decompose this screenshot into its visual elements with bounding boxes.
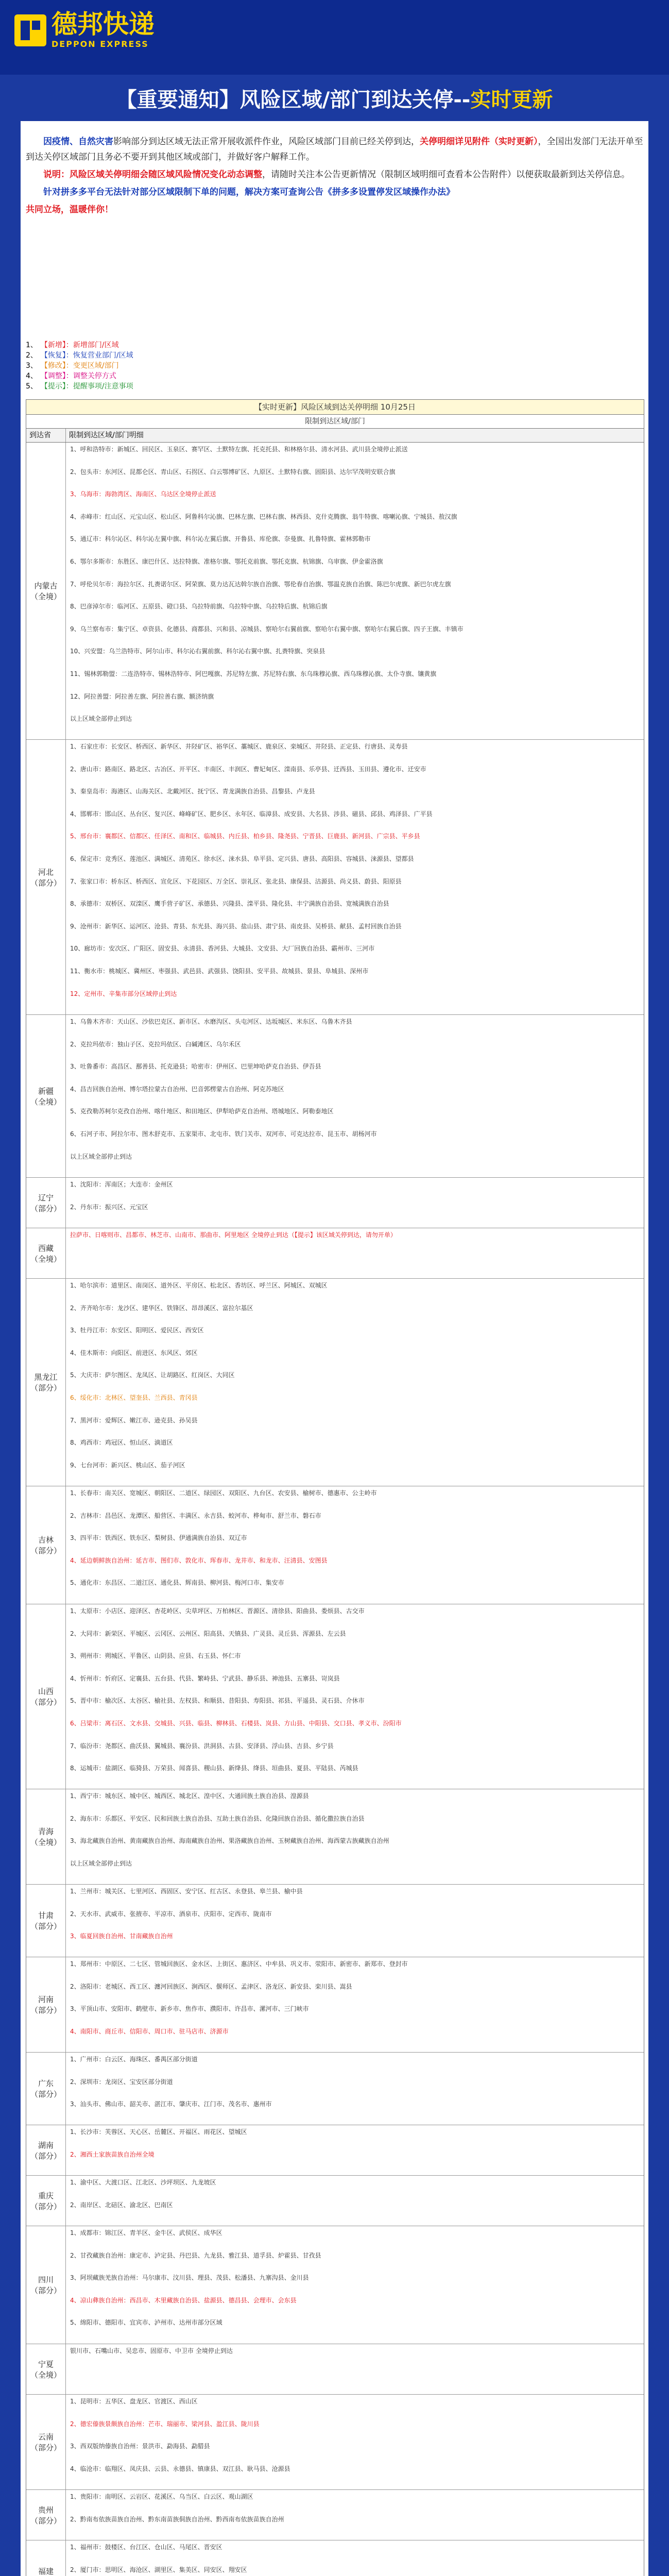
table-row bbox=[26, 1228, 644, 1279]
table-body bbox=[26, 443, 644, 2576]
detail-line: 5、绵阳市、德阳市、宜宾市、泸州市、达州市部分区域 bbox=[70, 2319, 222, 2327]
detail-line: 3、牡丹江市：东安区、阳明区、爱民区、西安区 bbox=[70, 1327, 204, 1334]
detail-line: 5、通辽市：科尔沁区、科尔沁左翼中旗、科尔沁左翼后旗、开鲁县、库伦旗、奈曼旗、扎鲁特旗、霍林郭勒市 bbox=[70, 535, 371, 543]
restriction-detail bbox=[66, 1178, 644, 1228]
brand-logo-icon bbox=[14, 14, 46, 46]
intro-p1-d: ，全国出发部门无法开单至到达关停区域部门且务必不要开到其他区域或部门，并做好客户解释工作。 bbox=[26, 137, 643, 162]
intro-paragraph-3: 针对拼多多平台无法针对部分区域限制下单的问题，解决方案可查询公告《拼多多设置停发区域操作办法》 bbox=[43, 187, 455, 197]
table-header bbox=[26, 429, 644, 443]
detail-line: 1、乌鲁木齐市：天山区、沙依巴克区、新市区、水磨沟区、头屯河区、达坂城区、米东区、乌鲁木齐县 bbox=[70, 1018, 352, 1025]
detail-line: 8、运城市：盐湖区、临猗县、万荣县、闻喜县、稷山县、新绛县、绛县、垣曲县、夏县、平陆县、芮城县 bbox=[70, 1765, 358, 1772]
legend-item bbox=[26, 340, 335, 350]
detail-line: 1、石家庄市：长安区、桥西区、新华区、井陉矿区、裕华区、藁城区、鹿泉区、栾城区、井陉县、正定县、行唐县、灵寿县 bbox=[70, 743, 408, 750]
restriction-detail bbox=[66, 1957, 644, 2052]
brand-name-en: DEPPON EXPRESS bbox=[52, 39, 149, 49]
restriction-detail bbox=[66, 2053, 644, 2125]
detail-line: 2、南岸区、北碚区、渝北区、巴南区 bbox=[70, 2201, 173, 2209]
restriction-detail bbox=[66, 2226, 644, 2344]
detail-line: 4、佳木斯市：向阳区、前进区、东风区、郊区 bbox=[70, 1349, 198, 1357]
intro-paragraph-4: 共同立场，温暖伴你！ bbox=[26, 205, 113, 215]
legend-num: 4、 bbox=[26, 372, 38, 380]
detail-line: 银川市、石嘴山市、吴忠市、固原市、中卫市 全境停止到达 bbox=[70, 2347, 233, 2354]
province-label: 重庆 （部分） bbox=[26, 2176, 66, 2226]
detail-line: 1、广州市：白云区、海珠区、番禺区部分街道 bbox=[70, 2056, 198, 2063]
table-title: 【实时更新】风险区域到达关停明细 10月25日 bbox=[26, 400, 644, 415]
table-row bbox=[26, 1885, 644, 1957]
detail-line: 2、洛阳市：老城区、西工区、瀍河回族区、涧西区、偃师区、孟津区、洛龙区、新安县、栾川县、嵩县 bbox=[70, 1982, 352, 1990]
intro-p2-b: ，请随时关注本公告更新情况（限制区域明细可查看本公告附件）以便获取最新到达关停信息。 bbox=[262, 170, 630, 180]
detail-line: 1、哈尔滨市：道里区、南岗区、道外区、平房区、松北区、香坊区、呼兰区、阿城区、双城区 bbox=[70, 1282, 328, 1289]
table-row bbox=[26, 1178, 644, 1228]
detail-line: 4、临沧市：临翔区、凤庆县、云县、永德县、镇康县、双江县、耿马县、沧源县 bbox=[70, 2465, 290, 2472]
detail-line: 2、厦门市：思明区、海沧区、湖里区、集美区、同安区、翔安区 bbox=[70, 2566, 247, 2573]
detail-line: 12、定州市、辛集市部分区域停止到达 bbox=[70, 990, 177, 997]
detail-line: 1、昆明市：五华区、盘龙区、官渡区、西山区 bbox=[70, 2398, 198, 2405]
detail-line: 2、黔南布依族苗族自治州、黔东南苗族侗族自治州、黔西南布依族苗族自治州 bbox=[70, 2515, 284, 2523]
table-row bbox=[26, 1015, 644, 1178]
province-label: 四川 （部分） bbox=[26, 2226, 66, 2344]
restriction-detail bbox=[66, 2344, 644, 2394]
province-label: 河北 （部分） bbox=[26, 740, 66, 1014]
intro-text bbox=[26, 134, 643, 219]
restriction-detail bbox=[66, 1789, 644, 1884]
province-label: 福建 bbox=[26, 2540, 66, 2576]
restriction-detail bbox=[66, 1015, 644, 1177]
detail-line: 1、渝中区、大渡口区、江北区、沙坪坝区、九龙坡区 bbox=[70, 2179, 216, 2186]
restriction-detail bbox=[66, 2540, 644, 2576]
legend-item bbox=[26, 381, 335, 392]
detail-line: 9、七台河市：新兴区、桃山区、茄子河区 bbox=[70, 1461, 185, 1469]
table-row bbox=[26, 2490, 644, 2540]
legend-num: 3、 bbox=[26, 362, 38, 370]
detail-line: 10、廊坊市：安次区、广阳区、固安县、永清县、香河县、大城县、文安县、大厂回族自治县、霸州市、三河市 bbox=[70, 945, 375, 953]
detail-line: 5、邢台市：襄都区、信都区、任泽区、南和区、临城县、内丘县、柏乡县、隆尧县、宁晋县、巨鹿县、新河县、广宗县、平乡县 bbox=[70, 833, 420, 840]
legend-label: 【提示】：提醒事项/注意事项 bbox=[40, 382, 133, 391]
table-row bbox=[26, 2125, 644, 2176]
detail-line: 2、克拉玛依市：独山子区、克拉玛依区、白碱滩区、乌尔禾区 bbox=[70, 1040, 241, 1048]
province-label: 内蒙古 （全境） bbox=[26, 443, 66, 739]
province-label: 云南 （部分） bbox=[26, 2395, 66, 2489]
restriction-detail bbox=[66, 1279, 644, 1486]
brand-name-cn: 德邦快递 bbox=[52, 9, 155, 39]
intro-paragraph-1 bbox=[26, 134, 643, 165]
detail-line: 1、兰州市：城关区、七里河区、西固区、安宁区、红古区、永登县、皋兰县、榆中县 bbox=[70, 1888, 303, 1895]
detail-line: 2、深圳市：龙岗区、宝安区部分街道 bbox=[70, 2078, 173, 2086]
restriction-detail bbox=[66, 1885, 644, 1957]
detail-line: 2、德宏傣族景颇族自治州：芒市、瑞丽市、梁河县、盈江县、陇川县 bbox=[70, 2420, 260, 2428]
title-prefix: 【重要通知】风险区域/部门到达关停-- bbox=[116, 88, 471, 112]
detail-line: 9、沧州市：新华区、运河区、沧县、青县、东光县、海兴县、盐山县、肃宁县、南皮县、吴桥县、献县、孟村回族自治县 bbox=[70, 922, 402, 930]
detail-line: 2、唐山市：路南区、路北区、古冶区、开平区、丰南区、丰润区、曹妃甸区、滦南县、乐亭县、迁西县、玉田县、遵化市、迁安市 bbox=[70, 765, 426, 773]
detail-line: 以上区域全部停止到达 bbox=[70, 1859, 132, 1867]
detail-line: 2、包头市：东河区、昆都仑区、青山区、石拐区、白云鄂博矿区、九原区、土默特右旗、固阳县、达尔罕茂明安联合旗 bbox=[70, 468, 396, 476]
table-row bbox=[26, 1486, 644, 1604]
detail-line: 3、秦皇岛市：海港区、山海关区、北戴河区、抚宁区、青龙满族自治县、昌黎县、卢龙县 bbox=[70, 788, 315, 795]
detail-line: 12、阿拉善盟：阿拉善左旗、阿拉善右旗、额济纳旗 bbox=[70, 692, 214, 700]
legend-item bbox=[26, 361, 335, 371]
detail-line: 11、锡林郭勒盟：二连浩特市、锡林浩特市、阿巴嘎旗、苏尼特左旗、苏尼特右旗、东乌珠穆沁旗、西乌珠穆沁旗、太仆寺旗、镶黄旗 bbox=[70, 670, 437, 677]
detail-line: 7、张家口市：桥东区、桥西区、宣化区、下花园区、万全区、崇礼区、张北县、康保县、沽源县、尚义县、蔚县、阳原县 bbox=[70, 877, 402, 885]
detail-line: 10、兴安盟：乌兰浩特市、阿尔山市、科尔沁右翼前旗、科尔沁右翼中旗、扎赉特旗、突泉县 bbox=[70, 648, 325, 655]
detail-line: 3、吐鲁番市：高昌区、鄯善县、托克逊县；哈密市：伊州区、巴里坤哈萨克自治县、伊吾县 bbox=[70, 1063, 321, 1071]
detail-line: 3、平顶山市、安阳市、鹤壁市、新乡市、焦作市、濮阳市、许昌市、漯河市、三门峡市 bbox=[70, 2005, 309, 2013]
detail-line: 3、朔州市：朔城区、平鲁区、山阴县、应县、右玉县、怀仁市 bbox=[70, 1652, 241, 1660]
detail-line: 1、贵阳市：南明区、云岩区、花溪区、乌当区、白云区、观山湖区 bbox=[70, 2493, 253, 2500]
table-row bbox=[26, 2540, 644, 2576]
detail-line: 4、邯郸市：邯山区、丛台区、复兴区、峰峰矿区、肥乡区、永年区、临漳县、成安县、大名县、涉县、磁县、邱县、鸡泽县、广平县 bbox=[70, 810, 433, 818]
legend-label: 【新增】：新增部门/区域 bbox=[40, 341, 119, 349]
detail-line: 以上区域全部停止到达 bbox=[70, 1153, 132, 1160]
intro-p2-a: 说明：风险区域关停明细会随区域风险情况变化动态调整 bbox=[43, 170, 262, 180]
province-label: 辽宁 （部分） bbox=[26, 1178, 66, 1228]
province-label: 甘肃 （部分） bbox=[26, 1885, 66, 1957]
restriction-detail bbox=[66, 1604, 644, 1789]
detail-line: 1、呼和浩特市：新城区、回民区、玉泉区、赛罕区、土默特左旗、托克托县、和林格尔县、清水河县、武川县全境停止派送 bbox=[70, 446, 408, 453]
detail-line: 3、乌海市：海勃湾区、海南区、乌达区全境停止派送 bbox=[70, 490, 216, 498]
detail-line: 2、丹东市：振兴区、元宝区 bbox=[70, 1203, 148, 1211]
detail-line: 3、阿坝藏族羌族自治州：马尔康市、汶川县、理县、茂县、松潘县、九寨沟县、金川县 bbox=[70, 2274, 309, 2282]
page-title bbox=[0, 77, 669, 118]
table-row bbox=[26, 443, 644, 740]
detail-line: 6、保定市：竞秀区、莲池区、满城区、清苑区、徐水区、涞水县、阜平县、定兴县、唐县、高阳县、容城县、涞源县、望都县 bbox=[70, 855, 414, 862]
restriction-detail bbox=[66, 2176, 644, 2226]
detail-line: 1、郑州市：中原区、二七区、管城回族区、金水区、上街区、惠济区、中牟县、巩义市、荥阳市、新密市、新郑市、登封市 bbox=[70, 1960, 408, 1968]
detail-line: 8、承德市：双桥区、双滦区、鹰手营子矿区、承德县、兴隆县、滦平县、隆化县、丰宁满族自治县、宽城满族自治县 bbox=[70, 900, 389, 908]
legend-num: 2、 bbox=[26, 351, 38, 360]
detail-line: 6、绥化市：北林区、望奎县、兰西县、青冈县 bbox=[70, 1394, 198, 1401]
detail-line: 11、衡水市：桃城区、冀州区、枣强县、武邑县、武强县、饶阳县、安平县、故城县、景县、阜城县、深州市 bbox=[70, 967, 369, 975]
header-bar bbox=[0, 0, 669, 75]
province-label: 广东 （部分） bbox=[26, 2053, 66, 2125]
column-header-detail: 限制到达区域/部门明细 bbox=[69, 431, 144, 439]
province-label: 湖南 （部分） bbox=[26, 2125, 66, 2175]
restriction-detail bbox=[66, 2490, 644, 2540]
restriction-detail bbox=[66, 2125, 644, 2175]
intro-p1-b: 影响部分到达区域无法正常开展收派件作业，风险区域部门目前已经关停到达， bbox=[113, 137, 420, 147]
restriction-detail bbox=[66, 1228, 644, 1278]
detail-line: 2、湘西土家族苗族自治州全境 bbox=[70, 2150, 155, 2158]
detail-line: 3、汕头市、佛山市、韶关市、湛江市、肇庆市、江门市、茂名市、惠州市 bbox=[70, 2100, 272, 2108]
detail-line: 5、通化市：东昌区、二道江区、通化县、辉南县、柳河县、梅河口市、集安市 bbox=[70, 1579, 284, 1587]
table-subtitle: 限制到达区域/部门 bbox=[26, 415, 644, 429]
province-label: 吉林 （部分） bbox=[26, 1486, 66, 1604]
detail-line: 6、石河子市、阿拉尔市、图木舒克市、五家渠市、北屯市、铁门关市、双河市、可克达拉市、昆玉市、胡杨河市 bbox=[70, 1130, 377, 1138]
province-label: 新疆 （全境） bbox=[26, 1015, 66, 1177]
detail-line: 1、长沙市：芙蓉区、天心区、岳麓区、开福区、雨花区、望城区 bbox=[70, 2128, 247, 2136]
detail-line: 8、巴彦淖尔市：临河区、五原县、磴口县、乌拉特前旗、乌拉特中旗、乌拉特后旗、杭锦后旗 bbox=[70, 603, 328, 611]
intro-p1-c: 关停明细详见附件（实时更新） bbox=[420, 137, 538, 147]
intro-paragraph-2 bbox=[26, 167, 643, 182]
detail-line: 拉萨市、日喀则市、昌都市、林芝市、山南市、那曲市、阿里地区 全境停止到达（【提示】该区域关停到达，请勿开单） bbox=[70, 1231, 397, 1239]
detail-line: 4、延边朝鲜族自治州：延吉市、图们市、敦化市、珲春市、龙井市、和龙市、汪清县、安图县 bbox=[70, 1556, 328, 1564]
detail-line: 1、沈阳市：浑南区；大连市：金州区 bbox=[70, 1181, 173, 1188]
detail-line: 2、海东市：乐都区、平安区、民和回族土族自治县、互助土族自治县、化隆回族自治县、循化撒拉族自治县 bbox=[70, 1815, 365, 1822]
detail-line: 2、天水市、武威市、张掖市、平凉市、酒泉市、庆阳市、定西市、陇南市 bbox=[70, 1910, 272, 1918]
legend-item bbox=[26, 371, 335, 381]
province-label: 贵州 （部分） bbox=[26, 2490, 66, 2540]
detail-line: 5、大庆市：萨尔图区、龙凤区、让胡路区、红岗区、大同区 bbox=[70, 1371, 235, 1379]
detail-line: 1、福州市：鼓楼区、台江区、仓山区、马尾区、晋安区 bbox=[70, 2544, 222, 2551]
restriction-detail bbox=[66, 2395, 644, 2489]
province-label: 青海 （全境） bbox=[26, 1789, 66, 1884]
legend-item bbox=[26, 350, 335, 361]
table-row bbox=[26, 2344, 644, 2395]
legend-label: 【恢复】：恢复营业部门/区域 bbox=[40, 351, 133, 360]
detail-line: 7、呼伦贝尔市：海拉尔区、扎赉诺尔区、阿荣旗、莫力达瓦达斡尔族自治旗、鄂伦春自治旗、鄂温克族自治旗、陈巴尔虎旗、新巴尔虎左旗 bbox=[70, 580, 451, 588]
detail-line: 1、成都市：锦江区、青羊区、金牛区、武侯区、成华区 bbox=[70, 2229, 222, 2236]
detail-line: 4、南阳市、商丘市、信阳市、周口市、驻马店市、济源市 bbox=[70, 2027, 229, 2035]
restriction-detail bbox=[66, 1486, 644, 1604]
detail-line: 3、西双版纳傣族自治州：景洪市、勐海县、勐腊县 bbox=[70, 2443, 210, 2450]
province-label: 西藏 （全境） bbox=[26, 1228, 66, 1278]
intro-p1-a: 因疫情、自然灾害 bbox=[43, 137, 113, 147]
detail-line: 7、黑河市：爱辉区、嫩江市、逊克县、孙吴县 bbox=[70, 1416, 198, 1424]
legend-list bbox=[26, 340, 335, 392]
detail-line: 4、赤峰市：红山区、元宝山区、松山区、阿鲁科尔沁旗、巴林左旗、巴林右旗、林西县、克什克腾旗、翁牛特旗、喀喇沁旗、宁城县、敖汉旗 bbox=[70, 513, 457, 520]
table-row bbox=[26, 1279, 644, 1486]
detail-line: 5、晋中市：榆次区、太谷区、榆社县、左权县、和顺县、昔阳县、寿阳县、祁县、平遥县、灵石县、介休市 bbox=[70, 1697, 365, 1705]
detail-line: 9、乌兰察布市：集宁区、卓资县、化德县、商都县、兴和县、凉城县、察哈尔右翼前旗、察哈尔右翼中旗、察哈尔右翼后旗、四子王旗、丰镇市 bbox=[70, 625, 464, 633]
table-row bbox=[26, 2053, 644, 2125]
province-label: 河南 （部分） bbox=[26, 1957, 66, 2052]
detail-line: 2、甘孜藏族自治州：康定市、泸定县、丹巴县、九龙县、雅江县、道孚县、炉霍县、甘孜县 bbox=[70, 2251, 321, 2259]
table-row bbox=[26, 740, 644, 1015]
detail-line: 1、太原市：小店区、迎泽区、杏花岭区、尖草坪区、万柏林区、晋源区、清徐县、阳曲县、娄烦县、古交市 bbox=[70, 1607, 365, 1615]
detail-line: 8、鸡西市：鸡冠区、恒山区、滴道区 bbox=[70, 1439, 173, 1447]
legend-label: 【调整】：调整关停方式 bbox=[40, 372, 116, 380]
detail-line: 2、吉林市：昌邑区、龙潭区、船营区、丰满区、永吉县、蛟河市、桦甸市、舒兰市、磐石市 bbox=[70, 1512, 321, 1519]
legend-num: 5、 bbox=[26, 382, 38, 391]
column-header-province: 到达省 bbox=[26, 429, 66, 442]
detail-line: 3、海北藏族自治州、黄南藏族自治州、海南藏族自治州、果洛藏族自治州、玉树藏族自治州、海西蒙古族藏族自治州 bbox=[70, 1837, 389, 1845]
detail-line: 2、齐齐哈尔市：龙沙区、建华区、铁锋区、昂昂溪区、富拉尔基区 bbox=[70, 1304, 253, 1312]
brand-logo bbox=[14, 11, 155, 49]
detail-line: 1、长春市：南关区、宽城区、朝阳区、二道区、绿园区、双阳区、九台区、农安县、榆树市、德惠市、公主岭市 bbox=[70, 1489, 377, 1497]
province-label: 山西 （部分） bbox=[26, 1604, 66, 1789]
notice-card bbox=[21, 121, 648, 2576]
detail-line: 以上区域全部停止到达 bbox=[70, 715, 132, 723]
detail-line: 3、临夏回族自治州、甘南藏族自治州 bbox=[70, 1933, 173, 1940]
detail-line: 4、凉山彝族自治州：西昌市、木里藏族自治县、盐源县、德昌县、会理市、会东县 bbox=[70, 2296, 297, 2304]
detail-line: 5、克孜勒苏柯尔克孜自治州、喀什地区、和田地区、伊犁哈萨克自治州、塔城地区、阿勒泰地区 bbox=[70, 1108, 334, 1115]
detail-line: 4、昌吉回族自治州、博尔塔拉蒙古自治州、巴音郭楞蒙古自治州、阿克苏地区 bbox=[70, 1085, 284, 1093]
restriction-detail bbox=[66, 443, 644, 739]
table-row bbox=[26, 1604, 644, 1789]
table-row bbox=[26, 1789, 644, 1885]
detail-line: 6、吕梁市：离石区、文水县、交城县、兴县、临县、柳林县、石楼县、岚县、方山县、中阳县、交口县、孝义市、汾阳市 bbox=[70, 1719, 402, 1727]
restriction-detail bbox=[66, 740, 644, 1014]
table-row bbox=[26, 2226, 644, 2344]
title-highlight: 实时更新 bbox=[470, 88, 553, 112]
legend-num: 1、 bbox=[26, 341, 38, 349]
table-row bbox=[26, 2176, 644, 2226]
province-label: 黑龙江 （部分） bbox=[26, 1279, 66, 1486]
table-row bbox=[26, 1957, 644, 2053]
detail-line: 2、大同市：新荣区、平城区、云冈区、云州区、阳高县、天镇县、广灵县、灵丘县、浑源县、左云县 bbox=[70, 1630, 346, 1637]
restriction-table bbox=[26, 399, 644, 2576]
detail-line: 7、临汾市：尧都区、曲沃县、翼城县、襄汾县、洪洞县、古县、安泽县、浮山县、吉县、乡宁县 bbox=[70, 1742, 334, 1750]
detail-line: 3、四平市：铁西区、铁东区、梨树县、伊通满族自治县、双辽市 bbox=[70, 1534, 247, 1542]
detail-line: 4、忻州市：忻府区、定襄县、五台县、代县、繁峙县、宁武县、静乐县、神池县、五寨县、岢岚县 bbox=[70, 1674, 340, 1682]
detail-line: 6、鄂尔多斯市：东胜区、康巴什区、达拉特旗、准格尔旗、鄂托克前旗、鄂托克旗、杭锦旗、乌审旗、伊金霍洛旗 bbox=[70, 557, 383, 565]
table-row bbox=[26, 2395, 644, 2490]
detail-line: 1、西宁市：城东区、城中区、城西区、城北区、湟中区、大通回族土族自治县、湟源县 bbox=[70, 1792, 309, 1800]
legend-label: 【修改】：变更区域/部门 bbox=[40, 362, 119, 370]
province-label: 宁夏 （全境） bbox=[26, 2344, 66, 2394]
